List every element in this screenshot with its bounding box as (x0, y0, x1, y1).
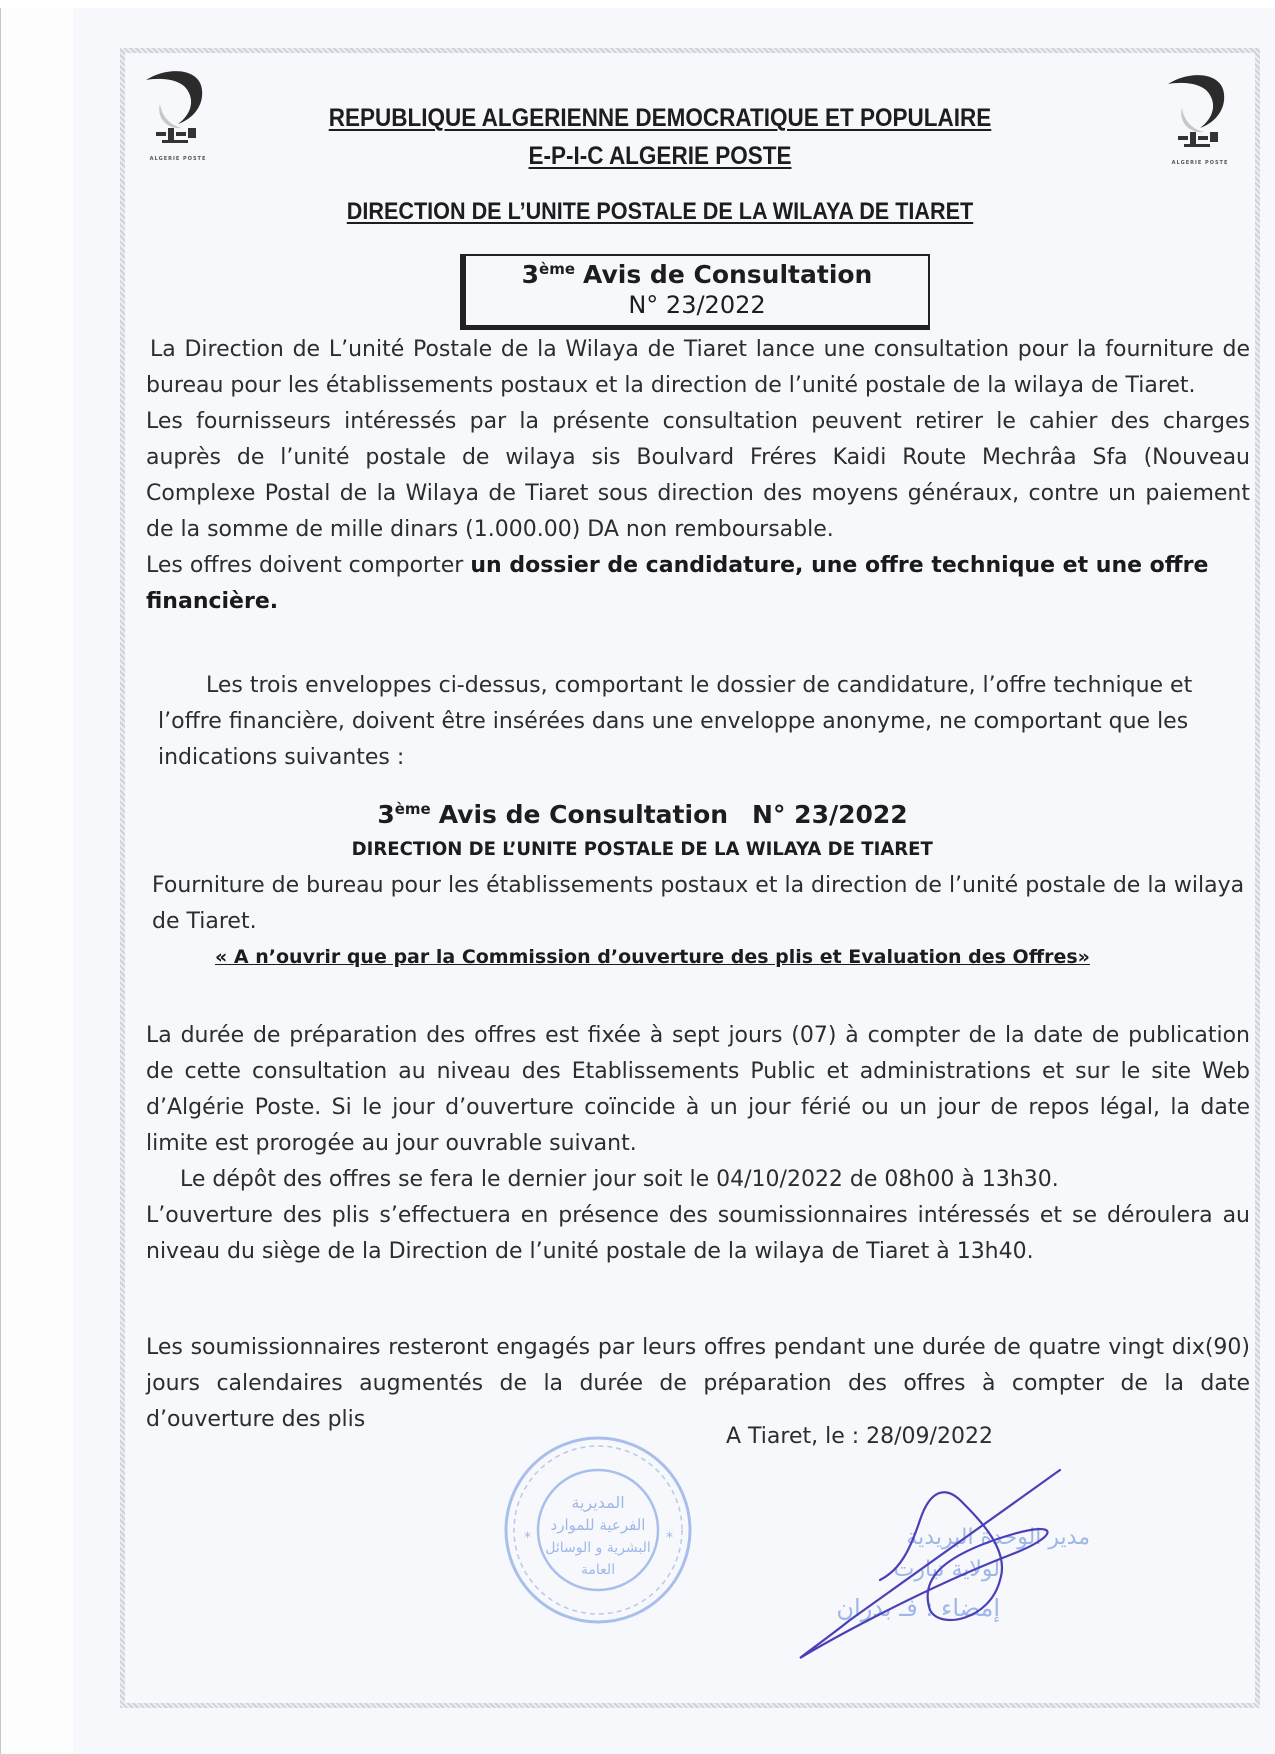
stamp-text-line1: المديرية (571, 1493, 625, 1512)
envelope-heading (0, 800, 1275, 829)
envelope-paragraph: Les trois enveloppes ci-dessus, comportant le dossier de candidature, l’offre technique et l’offre financière, doivent être insérées dans une enveloppe anonyme, ne comportant que les indications suivantes : (158, 673, 1193, 770)
header-republic: REPUBLIQUE ALGERIENNE DEMOCRATIQUE ET POPULAIRE (328, 104, 992, 132)
logo-caption: ALGERIE POSTE (149, 156, 207, 162)
logo-caption: ALGERIE POSTE (1171, 160, 1229, 166)
consultation-title-box (460, 254, 930, 330)
ordinal-number: 3 (521, 260, 540, 289)
title-text: Avis de Consultation (583, 260, 873, 289)
stamp-text-line2: الفرعية للموارد (550, 1516, 646, 1534)
envelope-number: N° 23/2022 (752, 800, 908, 829)
intro-paragraph-2: Les fournisseurs intéressés par la présente consultation peuvent retirer le cahier des charges auprès de l’unité postale de wilaya sis Boulvard Fréres Kaidi Route Mechrâa Sfa (Nouveau Complexe Postal de la Wilaya de Tiaret sous direction des moyens généraux, contre un paiement de la somme de mille dinars (1.000.00) DA non remboursable. (146, 409, 1250, 542)
signatory-title-line2: لولاية تيارت (893, 1557, 1000, 1582)
stamp-seal-icon (498, 1430, 698, 1630)
stamp-star-left: * (524, 1530, 531, 1546)
signatory-title-line1: مدير الوحدة البريدية (906, 1525, 1090, 1550)
header-organization: E-P-I-C ALGERIE POSTE (528, 142, 792, 170)
stamp-text-line4: العامة (580, 1562, 616, 1578)
opening-details: L’ouverture des plis s’effectuera en présence des soumissionnaires intéressés et se déroulera au niveau du siège de la Direction de l’unité postale de la wilaya de Tiaret à 13h40. (146, 1203, 1250, 1264)
envelope-ordinal: 3 (377, 800, 395, 829)
validity-period: Les soumissionnaires resteront engagés par leurs offres pendant une durée de quatre vingt dix(90) jours calendaires augmentés de la durée de préparation des offres à compter de la date d’ouverture des plis (146, 1335, 1250, 1432)
consultation-title (466, 260, 928, 289)
envelope-instructions (158, 668, 1248, 776)
consultation-number: N° 23/2022 (628, 291, 766, 319)
envelope-direction: DIRECTION DE L’UNITE POSTALE DE LA WILAYA DE TIARET (351, 838, 933, 860)
intro-paragraph-1: La Direction de L’unité Postale de la Wilaya de Tiaret lance une consultation pour la fourniture de bureau pour les établissements postaux et la direction de l’unité postale de la wilaya de Tiaret. (146, 337, 1250, 398)
signatory-name: إمضاء : فـ بدران (836, 1594, 1000, 1622)
signature-scribble-icon (760, 1460, 1100, 1660)
ordinal-suffix: ème (539, 260, 576, 278)
envelope-notice: « A n’ouvrir que par la Commission d’ouverture des plis et Evaluation des Offres» (215, 946, 1090, 968)
stamp-text-line3: البشرية و الوسائل (545, 1540, 651, 1556)
intro-section (146, 332, 1250, 620)
envelope-object-text: Fourniture de bureau pour les établissements postaux et la direction de l’unité postale de la wilaya de Tiaret. (152, 873, 1245, 934)
intro-paragraph-3 (146, 548, 1250, 620)
stamp-star-right: * (666, 1530, 673, 1546)
header-direction: DIRECTION DE L’UNITE POSTALE DE LA WILAYA DE TIARET (346, 198, 974, 225)
offers-requirement-bold: un dossier de candidature, une offre technique et une offre financière. (146, 553, 1209, 614)
scan-margin (0, 8, 73, 1754)
official-stamp (498, 1430, 698, 1630)
place-date: A Tiaret, le : 28/09/2022 (726, 1424, 993, 1449)
validity-section (146, 1330, 1250, 1438)
envelope-title: Avis de Consultation (438, 800, 729, 829)
signature-block (760, 1460, 1100, 1660)
offers-requirement-prefix: Les offres doivent comporter (146, 553, 471, 578)
deposit-deadline: Le dépôt des offres se fera le dernier jour soit le 04/10/2022 de 08h00 à 13h30. (180, 1167, 1059, 1192)
terms-section (146, 1018, 1250, 1270)
preparation-duration: La durée de préparation des offres est fixée à sept jours (07) à compter de la date de publication de cette consultation au niveau des Etablissements Public et administrations et sur le site Web d’Algérie Poste. Si le jour d’ouverture coïncide à un jour férié ou un jour de repos légal, la date limite est prorogée au jour ouvrable suivant. (146, 1023, 1250, 1156)
envelope-object (152, 868, 1246, 940)
envelope-ordinal-suffix: ème (394, 800, 431, 818)
